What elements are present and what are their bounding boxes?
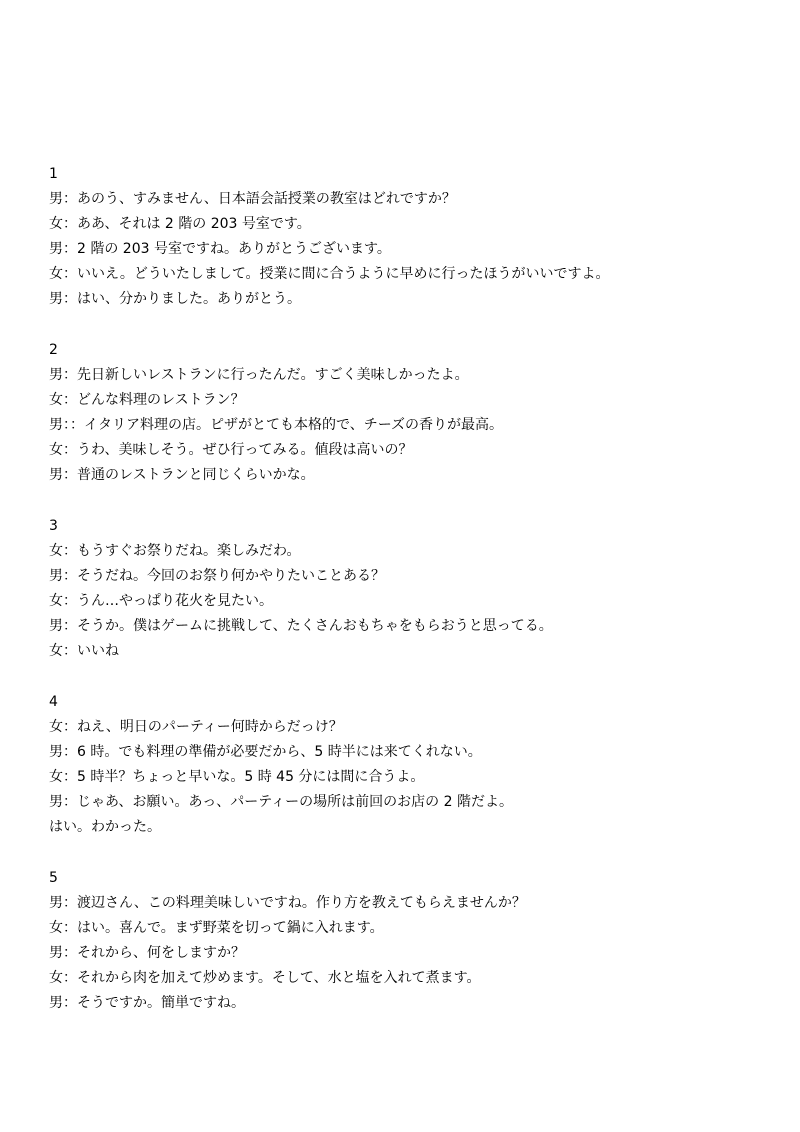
dialogue-line: 男：：イタリア料理の店。ピザがとても本格的で、チーズの香りが最高。: [49, 417, 504, 433]
dialogue-line: 女：うん…やっぱり花火を見たい。: [49, 593, 273, 609]
dialogue-line: 女：いいね: [49, 643, 119, 659]
section-number: 5: [49, 870, 58, 886]
dialogue-line: 女：もうすぐお祭りだね。楽しみだわ。: [49, 543, 301, 559]
dialogue-line: 男：2 階の 203 号室ですね。ありがとうございます。: [49, 241, 391, 257]
section-number: 2: [49, 342, 58, 358]
dialogue-section-3: [49, 514, 769, 664]
dialogue-line: 男：じゃあ、お願い。あっ、パーティーの場所は前回のお店の 2 階だよ。: [49, 794, 513, 810]
document-page: [49, 162, 769, 1042]
dialogue-line: 女：それから肉を加えて炒めます。そして、水と塩を入れて煮ます。: [49, 970, 481, 986]
dialogue-line: 男：6 時。でも料理の準備が必要だから、5 時半には来てくれない。: [49, 744, 482, 760]
dialogue-line: 女：はい。喜んで。まず野菜を切って鍋に入れます。: [49, 920, 384, 936]
dialogue-line: 男：はい、分かりました。ありがとう。: [49, 291, 301, 307]
dialogue-line: 女：5 時半？ちょっと早いな。5 時 45 分には間に合うよ。: [49, 769, 425, 785]
dialogue-line: 男：先日新しいレストランに行ったんだ。すごく美味しかったよ。: [49, 367, 469, 383]
dialogue-line: 男：それから、何をしますか？: [49, 945, 245, 961]
dialogue-line: 男：渡辺さん、この料理美味しいですね。作り方を教えてもらえませんか？: [49, 895, 526, 911]
dialogue-section-2: [49, 338, 769, 488]
dialogue-line: 男：そうですか。簡単ですね。: [49, 995, 245, 1011]
dialogue-line: 女：どんな料理のレストラン？: [49, 392, 245, 408]
dialogue-section-1: [49, 162, 769, 312]
dialogue-line: 男：そうか。僕はゲームに挑戦して、たくさんおもちゃをもらおうと思ってる。: [49, 618, 553, 634]
section-number: 1: [49, 166, 58, 182]
section-number: 4: [49, 694, 58, 710]
dialogue-section-5: [49, 866, 769, 1016]
section-number: 3: [49, 518, 58, 534]
dialogue-line: 女：いいえ。どういたしまして。授業に間に合うように早めに行ったほうがいいですよ。: [49, 266, 610, 282]
dialogue-section-4: [49, 690, 769, 840]
dialogue-line: 女：ねえ、明日のパーティー何時からだっけ？: [49, 719, 343, 735]
dialogue-line: 女：ああ、それは 2 階の 203 号室です。: [49, 216, 311, 232]
dialogue-line: はい。わかった。: [49, 819, 161, 835]
dialogue-line: 男：普通のレストランと同じくらいかな。: [49, 467, 315, 483]
dialogue-line: 女：うわ、美味しそう。ぜひ行ってみる。値段は高いの？: [49, 442, 413, 458]
dialogue-line: 男：あのう、すみません、日本語会話授業の教室はどれですか？: [49, 191, 456, 207]
dialogue-line: 男：そうだね。今回のお祭り何かやりたいことある？: [49, 568, 385, 584]
